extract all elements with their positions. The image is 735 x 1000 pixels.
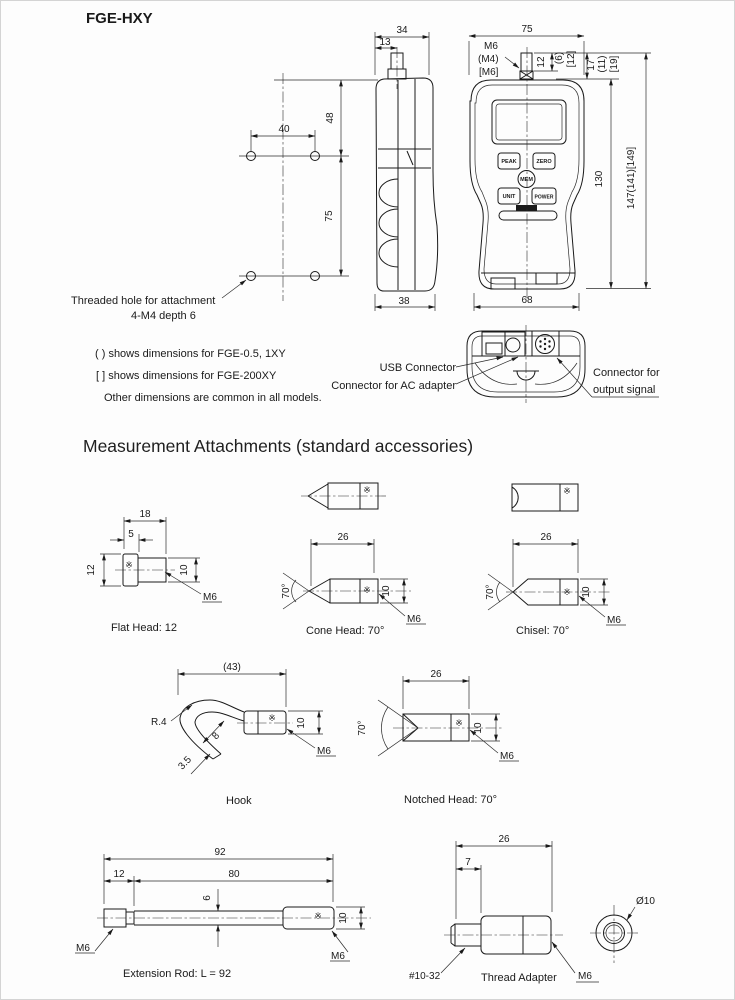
flat-head-label: Flat Head: 12 xyxy=(111,622,178,634)
dim-body-height: 130 xyxy=(594,170,605,188)
notched-head-dim-angle: 70° xyxy=(357,720,368,736)
zero-button-label: ZERO xyxy=(536,159,552,165)
output-signal-label-line1: Connector for xyxy=(593,367,660,379)
dim-top-to-holes: 48 xyxy=(325,112,336,124)
flat-head-dim-shaft-dia: 10 xyxy=(179,564,190,576)
lcd-display xyxy=(492,100,566,144)
thread-adapter-stud-thread-label: #10-32 xyxy=(409,971,441,982)
flat-head-drawing xyxy=(86,509,222,634)
dim-shaft: 12 xyxy=(536,56,547,68)
notched-head-label: Notched Head: 70° xyxy=(404,794,498,806)
dim-shaft-overall-paren: (11) xyxy=(597,55,608,73)
note-common-dimensions: Other dimensions are common in all models. xyxy=(104,392,322,404)
threaded-hole-note-line1: Threaded hole for attachment xyxy=(71,295,216,307)
chisel-ref-mark: ※ xyxy=(563,587,571,597)
dim-shaft-paren: (6) xyxy=(554,51,565,65)
hook-ref-mark: ※ xyxy=(268,713,276,723)
hook-dim-length: (43) xyxy=(223,662,241,673)
cone-head-label: Cone Head: 70° xyxy=(306,625,385,637)
hook-label: Hook xyxy=(226,795,252,807)
output-signal-label-line2: output signal xyxy=(593,384,656,396)
mounting-hole-pattern xyxy=(222,73,378,301)
hook-drawing xyxy=(151,662,336,807)
notched-head-dim-shaft-dia: 10 xyxy=(473,722,484,734)
usb-connector-label: USB Connector xyxy=(379,362,456,374)
cone-head-dim-shaft-dia: 10 xyxy=(381,585,392,597)
chisel-dim-shaft-dia: 10 xyxy=(581,586,592,598)
chisel-thread-label: M6 xyxy=(607,615,621,626)
notched-head-drawing xyxy=(357,669,519,806)
thread-adapter-label: Thread Adapter xyxy=(481,972,557,984)
section-heading: Measurement Attachments (standard accessories) xyxy=(83,436,474,456)
ac-adapter-label: Connector for AC adapter xyxy=(331,380,456,392)
hook-thread-label: M6 xyxy=(317,746,331,757)
flat-head-thread-label: M6 xyxy=(203,592,217,603)
dim-front-top-width: 75 xyxy=(521,24,533,35)
notched-head-dim-length: 26 xyxy=(430,669,442,680)
flat-head-dim-head-width: 5 xyxy=(128,529,134,540)
extension-rod-drawing xyxy=(75,847,371,980)
flat-head-dim-head-dia: 12 xyxy=(86,564,97,576)
notched-head-thread-label: M6 xyxy=(500,751,514,762)
cone-head-top-ref-mark: ※ xyxy=(363,485,371,495)
extension-rod-thread-right-label: M6 xyxy=(331,951,345,962)
dim-front-bottom-width: 68 xyxy=(521,295,533,306)
threaded-hole-note-line2: 4-M4 depth 6 xyxy=(131,310,196,322)
dim-overall-height: 147(141)[149] xyxy=(626,146,637,210)
extension-rod-thread-left-label: M6 xyxy=(76,943,90,954)
hook-dim-opening: 8 xyxy=(210,730,223,743)
dim-hole-pitch-x: 40 xyxy=(278,124,290,135)
thread-adapter-dim-stud-length: 7 xyxy=(465,857,471,868)
thread-adapter-dim-length: 26 xyxy=(498,834,510,845)
page-title: FGE-HXY xyxy=(86,10,153,27)
hook-dim-radius: R.4 xyxy=(151,717,167,728)
threaded-hole-note xyxy=(71,295,215,322)
chisel-dim-length: 26 xyxy=(540,532,552,543)
peak-button-label: PEAK xyxy=(501,159,517,165)
power-button-label: POWER xyxy=(534,194,554,201)
cone-head-thread-label: M6 xyxy=(407,614,421,625)
dim-shaft-bracket: [12] xyxy=(566,50,577,68)
chisel-drawing xyxy=(485,484,626,637)
extension-rod-dim-length: 92 xyxy=(214,847,226,858)
notched-head-ref-mark: ※ xyxy=(455,718,463,728)
flat-head-dim-length: 18 xyxy=(139,509,151,520)
front-view-drawing xyxy=(469,24,651,311)
thread-adapter-dim-end-dia: Ø10 xyxy=(636,896,655,907)
chisel-dim-angle: 70° xyxy=(485,584,496,600)
note-paren-models: ( ) shows dimensions for FGE-0.5, 1XY xyxy=(95,348,286,360)
extension-rod-label: Extension Rod: L = 92 xyxy=(123,968,232,980)
extension-rod-dim-left: 12 xyxy=(113,869,125,880)
cone-head-ref-mark: ※ xyxy=(363,585,371,595)
thread-label: M6 xyxy=(484,41,498,52)
extension-rod-ref-mark: ※ xyxy=(314,911,322,921)
flat-head-ref-mark: ※ xyxy=(125,560,133,570)
dim-hole-pitch-y: 75 xyxy=(324,210,335,222)
chisel-label: Chisel: 70° xyxy=(516,625,570,637)
usb-port xyxy=(486,343,502,354)
note-bracket-models: [ ] shows dimensions for FGE-200XY xyxy=(96,370,277,382)
dim-side-shaft-offset: 13 xyxy=(379,37,391,48)
extension-rod-dim-right: 80 xyxy=(228,869,240,880)
thread-label-bracket: [M6] xyxy=(479,67,499,78)
slider-switch xyxy=(516,205,537,211)
thread-label-paren: (M4) xyxy=(478,54,499,65)
cone-head-drawing xyxy=(281,483,426,637)
thread-adapter-thread-label: M6 xyxy=(578,971,592,982)
bottom-view-drawing xyxy=(331,325,660,403)
dim-side-top-width: 34 xyxy=(396,25,408,36)
technical-drawing xyxy=(1,1,735,1000)
dim-side-bottom-width: 38 xyxy=(398,296,410,307)
unit-button-label: UNIT xyxy=(502,194,516,200)
side-view-drawing xyxy=(375,25,438,311)
mem-button-label: MEM xyxy=(520,177,533,183)
thread-adapter-drawing xyxy=(409,834,655,984)
chisel-top-ref-mark: ※ xyxy=(563,486,571,496)
hook-dim-thickness: 3.5 xyxy=(176,754,194,773)
ac-adapter-jack xyxy=(506,338,520,352)
extension-rod-dim-end-dia: 10 xyxy=(338,912,349,924)
extension-rod-dim-rod-dia: 6 xyxy=(202,895,213,901)
cone-head-dim-angle: 70° xyxy=(281,583,292,599)
cone-head-dim-length: 26 xyxy=(337,532,349,543)
dim-shaft-overall-bracket: [19] xyxy=(609,55,620,73)
dim-shaft-overall: 17 xyxy=(586,59,597,71)
hook-dim-shaft-dia: 10 xyxy=(296,717,307,729)
model-notes xyxy=(95,348,322,404)
